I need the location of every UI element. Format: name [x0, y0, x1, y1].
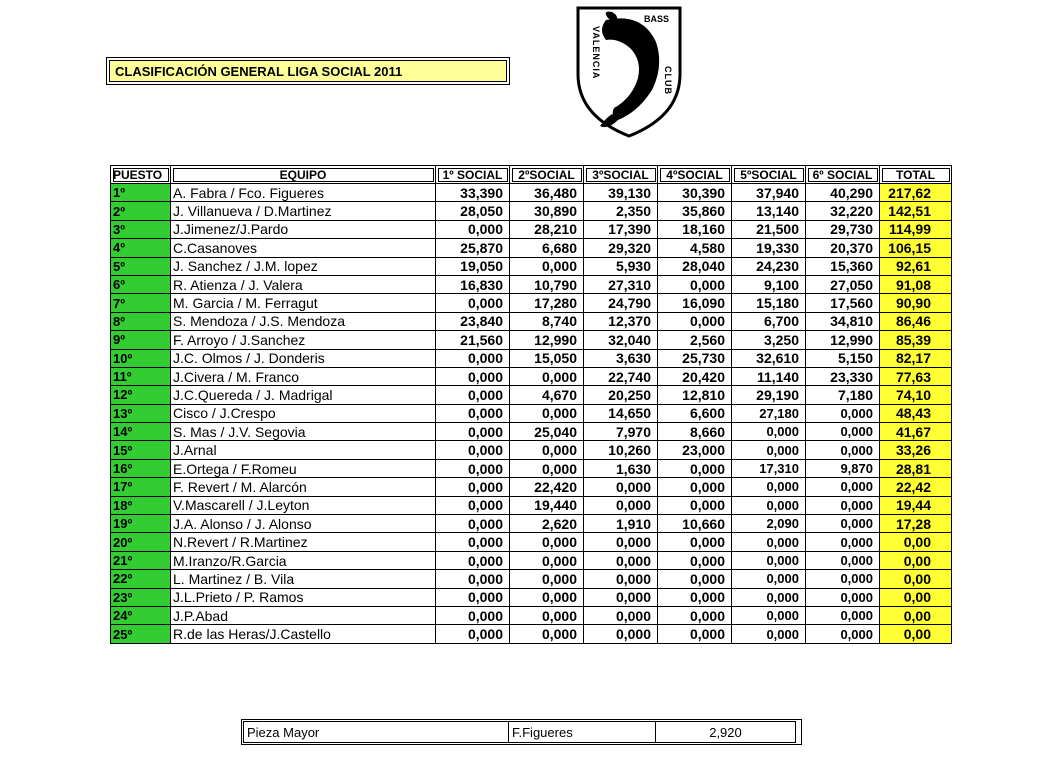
total-cell: 0,00: [880, 551, 952, 569]
total-cell: 0,00: [880, 625, 952, 643]
score-cell: 0,000: [732, 588, 806, 606]
score-cell: 4,670: [510, 386, 584, 404]
score-cell: 6,700: [732, 312, 806, 330]
logo-right-text: CLUB: [663, 66, 673, 95]
score-cell: 23,330: [806, 367, 880, 385]
position-cell: 20º: [111, 533, 171, 551]
team-cell: F. Arroyo / J.Sanchez: [171, 331, 436, 349]
table-row: [111, 441, 952, 459]
score-cell: 5,150: [806, 349, 880, 367]
score-cell: 0,000: [732, 478, 806, 496]
team-cell: J.Arnal: [171, 441, 436, 459]
total-cell: 114,99: [880, 220, 952, 238]
score-cell: 19,050: [436, 257, 510, 275]
score-cell: 0,000: [584, 606, 658, 624]
score-cell: 0,000: [732, 423, 806, 441]
column-header: EQUIPO: [171, 166, 436, 184]
score-cell: 0,000: [436, 515, 510, 533]
score-cell: 1,630: [584, 459, 658, 477]
table-row: [111, 294, 952, 312]
table-row: [111, 349, 952, 367]
team-cell: J.C. Olmos / J. Donderis: [171, 349, 436, 367]
table-row: [111, 202, 952, 220]
table-row: [111, 459, 952, 477]
column-header: 3ºSOCIAL: [584, 166, 658, 184]
score-cell: 21,560: [436, 331, 510, 349]
position-cell: 7º: [111, 294, 171, 312]
score-cell: 25,730: [658, 349, 732, 367]
score-cell: 0,000: [584, 625, 658, 643]
position-cell: 5º: [111, 257, 171, 275]
score-cell: 0,000: [732, 441, 806, 459]
total-cell: 33,26: [880, 441, 952, 459]
score-cell: 0,000: [510, 606, 584, 624]
column-header: 4ºSOCIAL: [658, 166, 732, 184]
team-cell: L. Martinez / B. Vila: [171, 570, 436, 588]
total-cell: 74,10: [880, 386, 952, 404]
total-cell: 41,67: [880, 423, 952, 441]
column-header: TOTAL: [880, 166, 952, 184]
team-cell: C.Casanoves: [171, 239, 436, 257]
position-cell: 3º: [111, 220, 171, 238]
score-cell: 28,040: [658, 257, 732, 275]
score-cell: 32,220: [806, 202, 880, 220]
total-cell: 0,00: [880, 533, 952, 551]
page-title: CLASIFICACIÓN GENERAL LIGA SOCIAL 2011: [115, 64, 403, 79]
table-row: [111, 496, 952, 514]
score-cell: 22,740: [584, 367, 658, 385]
score-cell: 36,480: [510, 184, 584, 202]
total-cell: 77,63: [880, 367, 952, 385]
score-cell: 0,000: [806, 515, 880, 533]
table-row: [111, 570, 952, 588]
score-cell: 33,390: [436, 184, 510, 202]
score-cell: 0,000: [510, 625, 584, 643]
score-cell: 0,000: [806, 404, 880, 422]
team-cell: J.A. Alonso / J. Alonso: [171, 515, 436, 533]
score-cell: 0,000: [806, 588, 880, 606]
total-cell: 217,62: [880, 184, 952, 202]
score-cell: 0,000: [658, 606, 732, 624]
total-cell: 28,81: [880, 459, 952, 477]
score-cell: 20,420: [658, 367, 732, 385]
score-cell: 0,000: [510, 570, 584, 588]
score-cell: 0,000: [658, 459, 732, 477]
position-cell: 14º: [111, 423, 171, 441]
table-row: [111, 533, 952, 551]
team-cell: N.Revert / R.Martinez: [171, 533, 436, 551]
score-cell: 0,000: [658, 625, 732, 643]
table-row: [111, 257, 952, 275]
score-cell: 0,000: [806, 570, 880, 588]
score-cell: 8,740: [510, 312, 584, 330]
table-row: [111, 331, 952, 349]
score-cell: 18,160: [658, 220, 732, 238]
score-cell: 24,790: [584, 294, 658, 312]
score-cell: 0,000: [436, 294, 510, 312]
score-cell: 0,000: [436, 220, 510, 238]
score-cell: 0,000: [436, 606, 510, 624]
score-cell: 0,000: [658, 533, 732, 551]
team-cell: S. Mendoza / J.S. Mendoza: [171, 312, 436, 330]
score-cell: 24,230: [732, 257, 806, 275]
score-cell: 25,040: [510, 423, 584, 441]
position-cell: 19º: [111, 515, 171, 533]
score-cell: 15,180: [732, 294, 806, 312]
table-row: [111, 588, 952, 606]
score-cell: 0,000: [436, 367, 510, 385]
score-cell: 2,090: [732, 515, 806, 533]
position-cell: 18º: [111, 496, 171, 514]
score-cell: 0,000: [658, 312, 732, 330]
score-cell: 0,000: [436, 386, 510, 404]
score-cell: 10,260: [584, 441, 658, 459]
score-cell: 13,140: [732, 202, 806, 220]
team-cell: S. Mas / J.V. Segovia: [171, 423, 436, 441]
team-cell: R.de las Heras/J.Castello: [171, 625, 436, 643]
footer-row: [244, 722, 796, 743]
position-cell: 15º: [111, 441, 171, 459]
total-cell: 19,44: [880, 496, 952, 514]
score-cell: 3,630: [584, 349, 658, 367]
score-cell: 12,810: [658, 386, 732, 404]
team-cell: M. Garcia / M. Ferragut: [171, 294, 436, 312]
score-cell: 0,000: [732, 625, 806, 643]
table-row: [111, 275, 952, 293]
team-cell: J.L.Prieto / P. Ramos: [171, 588, 436, 606]
score-cell: 0,000: [732, 496, 806, 514]
table-row: [111, 367, 952, 385]
score-cell: 34,810: [806, 312, 880, 330]
team-cell: J.Civera / M. Franco: [171, 367, 436, 385]
score-cell: 0,000: [436, 570, 510, 588]
score-cell: 30,390: [658, 184, 732, 202]
score-cell: 0,000: [436, 441, 510, 459]
score-cell: 0,000: [436, 551, 510, 569]
score-cell: 19,330: [732, 239, 806, 257]
score-cell: 22,420: [510, 478, 584, 496]
score-cell: 6,680: [510, 239, 584, 257]
table-row: [111, 386, 952, 404]
team-cell: F. Revert / M. Alarcón: [171, 478, 436, 496]
score-cell: 32,040: [584, 331, 658, 349]
score-cell: 29,730: [806, 220, 880, 238]
score-cell: 0,000: [510, 533, 584, 551]
score-cell: 28,210: [510, 220, 584, 238]
team-cell: Cisco / J.Crespo: [171, 404, 436, 422]
total-cell: 90,90: [880, 294, 952, 312]
total-cell: 85,39: [880, 331, 952, 349]
score-cell: 29,190: [732, 386, 806, 404]
score-cell: 0,000: [584, 533, 658, 551]
score-cell: 0,000: [584, 496, 658, 514]
score-cell: 0,000: [806, 625, 880, 643]
score-cell: 9,870: [806, 459, 880, 477]
score-cell: 15,050: [510, 349, 584, 367]
team-cell: V.Mascarell / J.Leyton: [171, 496, 436, 514]
total-cell: 142,51: [880, 202, 952, 220]
score-cell: 6,600: [658, 404, 732, 422]
club-logo: [572, 4, 686, 140]
position-cell: 1º: [111, 184, 171, 202]
score-cell: 0,000: [584, 551, 658, 569]
total-cell: 17,28: [880, 515, 952, 533]
score-cell: 0,000: [658, 570, 732, 588]
score-cell: 35,860: [658, 202, 732, 220]
team-cell: M.Iranzo/R.Garcia: [171, 551, 436, 569]
score-cell: 27,180: [732, 404, 806, 422]
score-cell: 32,610: [732, 349, 806, 367]
position-cell: 9º: [111, 331, 171, 349]
total-cell: 86,46: [880, 312, 952, 330]
score-cell: 0,000: [658, 551, 732, 569]
table-row: [111, 404, 952, 422]
position-cell: 12º: [111, 386, 171, 404]
score-cell: 14,650: [584, 404, 658, 422]
score-cell: 3,250: [732, 331, 806, 349]
table-row: [111, 515, 952, 533]
score-cell: 0,000: [806, 551, 880, 569]
table-row: [111, 220, 952, 238]
score-cell: 20,370: [806, 239, 880, 257]
team-cell: R. Atienza / J. Valera: [171, 275, 436, 293]
score-cell: 28,050: [436, 202, 510, 220]
column-header: 5ºSOCIAL: [732, 166, 806, 184]
footer-name: F.Figueres: [509, 722, 656, 743]
ranking-table: [110, 165, 952, 644]
score-cell: 12,370: [584, 312, 658, 330]
table-row: [111, 184, 952, 202]
score-cell: 0,000: [806, 423, 880, 441]
position-cell: 2º: [111, 202, 171, 220]
score-cell: 39,130: [584, 184, 658, 202]
table-row: [111, 239, 952, 257]
score-cell: 11,140: [732, 367, 806, 385]
score-cell: 10,660: [658, 515, 732, 533]
position-cell: 6º: [111, 275, 171, 293]
score-cell: 15,360: [806, 257, 880, 275]
position-cell: 25º: [111, 625, 171, 643]
position-cell: 11º: [111, 367, 171, 385]
score-cell: 5,930: [584, 257, 658, 275]
score-cell: 9,100: [732, 275, 806, 293]
column-header: PUESTO: [111, 166, 171, 184]
score-cell: 16,090: [658, 294, 732, 312]
score-cell: 23,000: [658, 441, 732, 459]
score-cell: 0,000: [732, 570, 806, 588]
team-cell: E.Ortega / F.Romeu: [171, 459, 436, 477]
score-cell: 0,000: [806, 496, 880, 514]
score-cell: 0,000: [732, 551, 806, 569]
table-row: [111, 625, 952, 643]
score-cell: 0,000: [584, 478, 658, 496]
team-cell: J. Villanueva / D.Martinez: [171, 202, 436, 220]
score-cell: 0,000: [584, 570, 658, 588]
score-cell: 2,560: [658, 331, 732, 349]
position-cell: 10º: [111, 349, 171, 367]
score-cell: 40,290: [806, 184, 880, 202]
score-cell: 0,000: [510, 441, 584, 459]
total-cell: 0,00: [880, 606, 952, 624]
score-cell: 7,970: [584, 423, 658, 441]
position-cell: 24º: [111, 606, 171, 624]
footer-value: 2,920: [656, 722, 796, 743]
logo-left-text: VALENCIA: [591, 26, 601, 80]
score-cell: 1,910: [584, 515, 658, 533]
score-cell: 37,940: [732, 184, 806, 202]
score-cell: 0,000: [658, 496, 732, 514]
column-header: 1º SOCIAL: [436, 166, 510, 184]
position-cell: 17º: [111, 478, 171, 496]
score-cell: 0,000: [806, 533, 880, 551]
score-cell: 0,000: [510, 551, 584, 569]
table-row: [111, 551, 952, 569]
score-cell: 17,390: [584, 220, 658, 238]
total-cell: 22,42: [880, 478, 952, 496]
score-cell: 0,000: [658, 275, 732, 293]
footer-label: Pieza Mayor: [244, 722, 509, 743]
score-cell: 4,580: [658, 239, 732, 257]
position-cell: 22º: [111, 570, 171, 588]
team-cell: J. Sanchez / J.M. lopez: [171, 257, 436, 275]
score-cell: 0,000: [510, 459, 584, 477]
team-cell: J.C.Quereda / J. Madrigal: [171, 386, 436, 404]
score-cell: 0,000: [436, 478, 510, 496]
team-cell: J.Jimenez/J.Pardo: [171, 220, 436, 238]
total-cell: 92,61: [880, 257, 952, 275]
score-cell: 16,830: [436, 275, 510, 293]
score-cell: 19,440: [510, 496, 584, 514]
total-cell: 106,15: [880, 239, 952, 257]
score-cell: 0,000: [510, 257, 584, 275]
score-cell: 0,000: [436, 423, 510, 441]
score-cell: 25,870: [436, 239, 510, 257]
total-cell: 48,43: [880, 404, 952, 422]
score-cell: 0,000: [584, 588, 658, 606]
total-cell: 82,17: [880, 349, 952, 367]
score-cell: 0,000: [510, 404, 584, 422]
table-row: [111, 423, 952, 441]
score-cell: 0,000: [806, 478, 880, 496]
score-cell: 0,000: [436, 459, 510, 477]
score-cell: 0,000: [436, 349, 510, 367]
score-cell: 0,000: [806, 606, 880, 624]
total-cell: 91,08: [880, 275, 952, 293]
score-cell: 0,000: [658, 588, 732, 606]
score-cell: 20,250: [584, 386, 658, 404]
column-header: 2ºSOCIAL: [510, 166, 584, 184]
footer-table: [243, 721, 796, 743]
score-cell: 30,890: [510, 202, 584, 220]
total-cell: 0,00: [880, 570, 952, 588]
score-cell: 0,000: [806, 441, 880, 459]
score-cell: 27,050: [806, 275, 880, 293]
total-cell: 0,00: [880, 588, 952, 606]
score-cell: 0,000: [436, 404, 510, 422]
score-cell: 0,000: [732, 533, 806, 551]
ranking-body: [111, 184, 952, 644]
score-cell: 7,180: [806, 386, 880, 404]
score-cell: 17,280: [510, 294, 584, 312]
score-cell: 0,000: [436, 588, 510, 606]
team-cell: A. Fabra / Fco. Figueres: [171, 184, 436, 202]
score-cell: 17,310: [732, 459, 806, 477]
table-row: [111, 478, 952, 496]
score-cell: 23,840: [436, 312, 510, 330]
score-cell: 27,310: [584, 275, 658, 293]
position-cell: 16º: [111, 459, 171, 477]
score-cell: 12,990: [806, 331, 880, 349]
team-cell: J.P.Abad: [171, 606, 436, 624]
position-cell: 8º: [111, 312, 171, 330]
score-cell: 0,000: [732, 606, 806, 624]
score-cell: 8,660: [658, 423, 732, 441]
table-row: [111, 606, 952, 624]
score-cell: 2,620: [510, 515, 584, 533]
column-header: 6º SOCIAL: [806, 166, 880, 184]
score-cell: 21,500: [732, 220, 806, 238]
position-cell: 4º: [111, 239, 171, 257]
position-cell: 21º: [111, 551, 171, 569]
score-cell: 12,990: [510, 331, 584, 349]
table-row: [111, 312, 952, 330]
score-cell: 0,000: [510, 588, 584, 606]
score-cell: 0,000: [436, 625, 510, 643]
header-row: [111, 166, 952, 184]
score-cell: 10,790: [510, 275, 584, 293]
score-cell: 0,000: [436, 496, 510, 514]
score-cell: 0,000: [510, 367, 584, 385]
title-box: [109, 60, 507, 82]
score-cell: 0,000: [436, 533, 510, 551]
position-cell: 13º: [111, 404, 171, 422]
score-cell: 29,320: [584, 239, 658, 257]
score-cell: 17,560: [806, 294, 880, 312]
score-cell: 0,000: [658, 478, 732, 496]
score-cell: 2,350: [584, 202, 658, 220]
logo-top-text: BASS: [644, 14, 670, 24]
position-cell: 23º: [111, 588, 171, 606]
